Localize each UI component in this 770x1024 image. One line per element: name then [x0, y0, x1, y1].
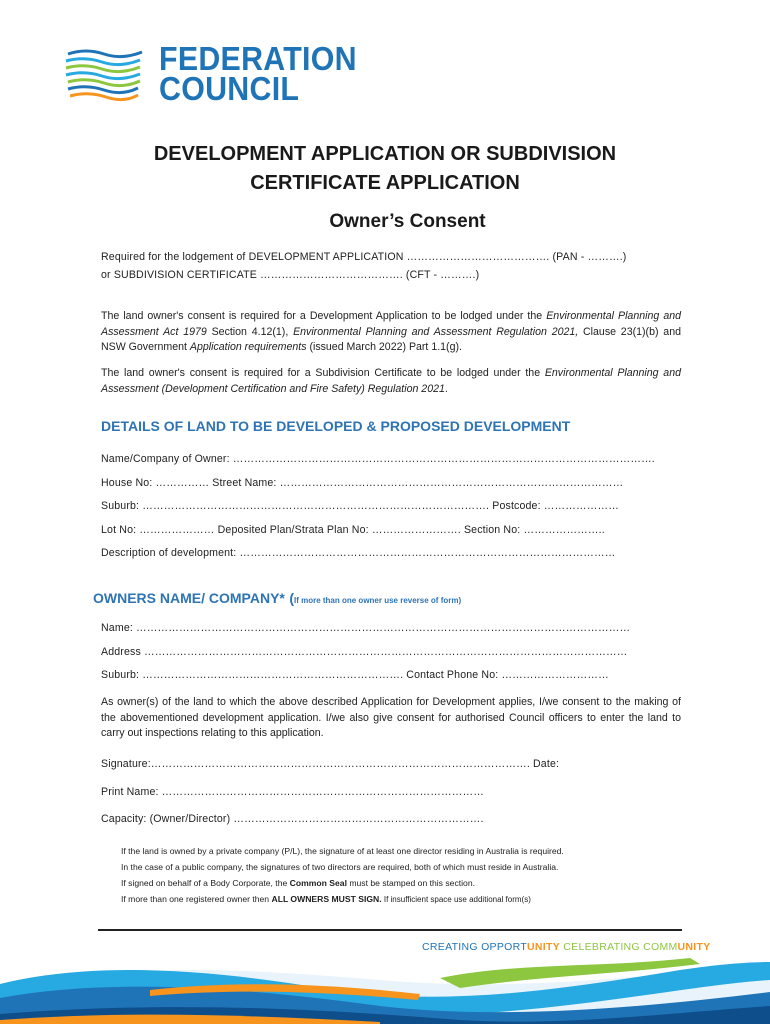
owner-address-field[interactable]: Address ………………………………………………………………………………………………………………………: [101, 646, 628, 658]
owner-name-company-field[interactable]: Name/Company of Owner: ……………………………………………………………………………………………………….: [101, 453, 655, 465]
p2-text-a: The land owner's consent is required for a Subdivision Certificate to be lodged under the: [101, 367, 545, 379]
owner-suburb-phone-field[interactable]: Suburb: ………………………………………………………………. Contact Phone No: …………………………: [101, 669, 609, 681]
tagline-part2: UNITY: [527, 941, 561, 953]
owners-heading-paren: (: [289, 590, 294, 606]
p1-requirements: Application requirements: [189, 341, 307, 353]
page-title-line2: CERTIFICATE APPLICATION: [250, 172, 520, 194]
logo-text: [159, 40, 357, 107]
owner-name-field[interactable]: Name: …………………………………………………………………………………………………………………………: [101, 622, 631, 634]
description-field[interactable]: Description of development: ……………………………………………………………………………………………: [101, 547, 616, 559]
p1-text-c: Section 4.12(1),: [206, 325, 294, 338]
page-title-line1: DEVELOPMENT APPLICATION OR SUBDIVISION: [153, 143, 617, 165]
p2-text-c: .: [444, 382, 448, 395]
p1-regulation: Environmental Planning and Assessment Regulation 2021,: [293, 325, 579, 338]
owners-heading-note: If more than one owner use reverse of form): [293, 596, 462, 605]
owners-heading-text: OWNERS NAME/ COMPANY*: [93, 590, 285, 606]
note-line4: [121, 891, 564, 908]
p1-act: Environmental Planning and Assessment Act 1979: [101, 310, 681, 338]
note-line3: [121, 875, 564, 891]
footer-divider: [98, 929, 682, 931]
note-line3-a: If signed on behalf of a Body Corporate, the: [121, 878, 290, 888]
note-line4-a: If more than one registered owner then: [121, 894, 272, 904]
paragraph-da-consent: [101, 309, 681, 356]
note-line2: In the case of a public company, the signatures of two directors are required, both of which must reside in Australia.: [121, 862, 559, 872]
house-street-field[interactable]: House No: …………… Street Name: ……………………………………………………………………………………: [101, 477, 624, 489]
note-line4-c: If insufficient space use additional form(s): [381, 895, 531, 904]
p1-text-e: Clause 23(1)(b) and NSW Government: [101, 325, 681, 353]
required-line2: or SUBDIVISION CERTIFICATE …………………………………. (CFT - ……….): [101, 269, 480, 281]
note-line3-c: must be stamped on this section.: [346, 878, 475, 888]
paragraph-subdivision-consent: [101, 366, 681, 397]
suburb-postcode-field[interactable]: Suburb: ……………………………………………………………………………………. Postcode: …………………: [101, 500, 619, 512]
note-common-seal: Common Seal: [289, 878, 347, 888]
note-all-owners: ALL OWNERS MUST SIGN.: [271, 894, 382, 904]
signing-notes: [121, 843, 564, 908]
required-line1: Required for the lodgement of DEVELOPMENT APPLICATION …………………………………. (PAN - ……….): [101, 251, 627, 263]
tagline-part4: UNITY: [677, 941, 711, 953]
p1-text-g: (issued March 2022) Part 1.1(g).: [306, 341, 462, 353]
tagline-part1: CREATING OPPORT: [422, 941, 528, 953]
logo-line1: FEDERATION: [159, 40, 357, 77]
waves-logo-icon: [62, 46, 144, 106]
consent-statement: As owner(s) of the land to which the above described Application for Development applies, I/we consent to the making of the abovementioned development application. I/we also give consent for authorised Council officers to enter the land to carry out inspections relating to this application.: [101, 696, 681, 739]
details-heading: DETAILS OF LAND TO BE DEVELOPED & PROPOSED DEVELOPMENT: [101, 418, 571, 434]
print-name-field[interactable]: Print Name: ………………………………………………………………………………: [101, 786, 484, 798]
footer-waves-icon: [0, 950, 770, 1024]
note-line1: If the land is owned by a private company (P/L), the signature of at least one director residing in Australia is required.: [121, 846, 564, 856]
page-subtitle: Owner’s Consent: [329, 211, 486, 232]
signature-date-field[interactable]: Signature:……………………………………………………………………………………………. Date:: [101, 758, 560, 770]
capacity-field[interactable]: Capacity: (Owner/Director) …………………………………………………………….: [101, 813, 484, 825]
p1-text-a: The land owner's consent is required for a Development Application to be lodged under the: [101, 310, 547, 322]
owners-heading: [93, 590, 461, 608]
tagline-part3: CELEBRATING COMM: [560, 941, 678, 953]
lot-dp-section-field[interactable]: Lot No: ………………… Deposited Plan/Strata Plan No: ……………………. Section No: …………………..: [101, 524, 605, 536]
logo-line2: COUNCIL: [159, 70, 300, 107]
p2-regulation: Environmental Planning and Assessment (Development Certification and Fire Safety) Regulation 2021: [101, 367, 681, 395]
